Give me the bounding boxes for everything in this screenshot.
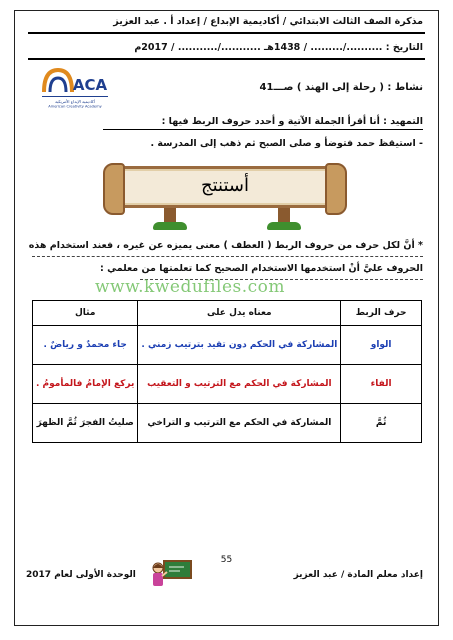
page-number: 55 — [220, 555, 233, 565]
row-meaning: المشاركة في الحكم مع الترتيب و التراخي — [138, 404, 341, 443]
footer-unit: الوحدة الأولى لعام 2017 — [26, 570, 136, 580]
grass-right-icon — [267, 222, 301, 230]
row-meaning: المشاركة في الحكم دون تقيد بترتيب زمني . — [138, 326, 341, 365]
header-meaning: معناه يدل على — [138, 301, 341, 326]
intro-instruction: التمهيد : أنا أقرأ الجملة الآتية و أحدد حروف الربط فيها : — [161, 116, 423, 127]
svg-text:أكاديمية الإبداع الأمريكية: أكاديمية الإبداع الأمريكية — [55, 99, 95, 104]
conclude-signboard — [100, 160, 350, 232]
grass-left-icon — [153, 222, 187, 230]
row-example: صليتُ الفجرَ ثُمَّ الظهرَ — [33, 404, 138, 443]
row-meaning: المشاركة في الحكم مع الترتيب و التعقيب — [138, 365, 341, 404]
intro-underline — [103, 129, 423, 130]
header-divider-1 — [28, 32, 425, 34]
aca-logo-icon — [38, 66, 112, 108]
teacher-chalkboard-icon — [150, 560, 192, 588]
table-header-row — [33, 301, 422, 326]
academy-logo — [38, 66, 112, 108]
activity-title: نشاط : ( رحلة إلى الهند ) صـــ41 — [259, 82, 423, 93]
row-letter: الفاء — [341, 365, 422, 404]
header-line-2: التاريخ : ........../......... / 1438هـ .........../........... / 2017م — [134, 42, 423, 53]
table-row — [33, 365, 422, 404]
dashed-rule-1 — [32, 256, 423, 257]
table-row — [33, 404, 422, 443]
signboard-text: أستنتج — [201, 175, 249, 196]
row-letter: ثُمَّ — [341, 404, 422, 443]
header-divider-2 — [28, 58, 425, 60]
header-line-1: مذكرة الصف الثالث الابتدائي / أكاديمية الإبداع / إعداد أ . عبد العزيز — [113, 16, 423, 27]
conclusion-line-1: * أنَّ لكل حرف من حروف الربط ( العطف ) معنى يميزه عن غيره ، فعند استخدام هذه — [28, 240, 423, 251]
svg-text:American Creativity Academy: American Creativity Academy — [48, 104, 102, 108]
header-letter: حرف الربط — [341, 301, 422, 326]
header-example: مثال — [33, 301, 138, 326]
svg-text:ACA: ACA — [72, 76, 108, 94]
row-example: جاء محمدٌ و رياضٌ . — [33, 326, 138, 365]
row-example: يركع الإمامُ فالمأمومُ . — [33, 365, 138, 404]
signboard-panel — [114, 166, 336, 208]
teacher-clipart-icon — [150, 560, 192, 588]
example-sentence: - استيقظ حمد فتوضأ و صلى الصبح ثم ذهب إلى المدرسة . — [150, 138, 423, 149]
footer-author: إعداد معلم المادة / عبد العزيز — [293, 570, 423, 580]
conclusion-line-2: الحروف عليَّ أنْ استخدمها الاستخدام الصحيح كما تعلمتها من معلمي : — [99, 263, 423, 274]
row-letter: الواو — [341, 326, 422, 365]
conjunctions-table — [32, 300, 422, 443]
table-row — [33, 326, 422, 365]
site-watermark: www.kwedufiles.com — [95, 277, 286, 297]
